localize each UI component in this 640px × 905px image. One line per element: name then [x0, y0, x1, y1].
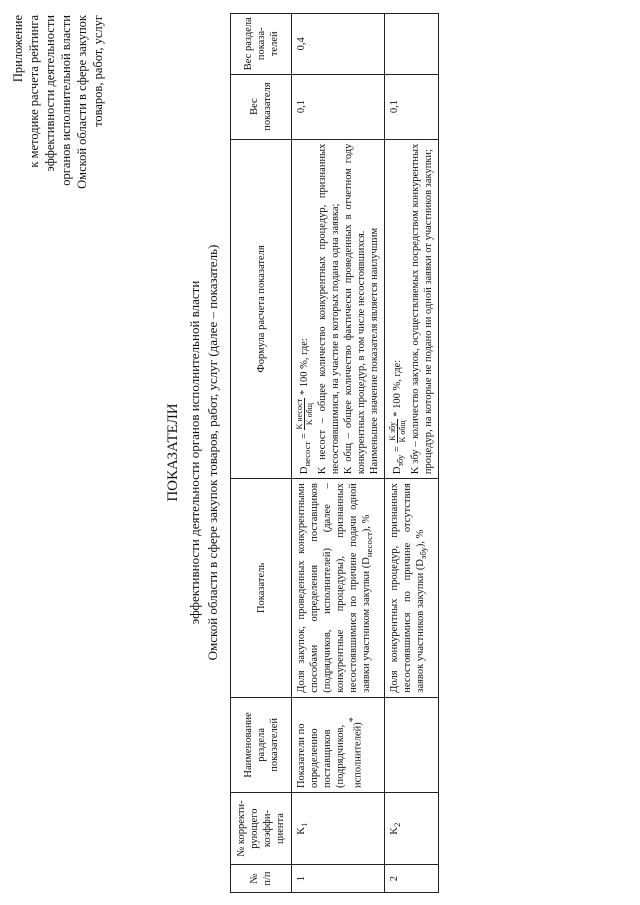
appendix-line: органов исполнительной власти: [59, 15, 73, 186]
coef-sub: 2: [392, 822, 403, 827]
formula-lhs-sub: збу: [395, 454, 405, 467]
cell-coef: [292, 793, 385, 865]
indicator-sub: несост: [364, 532, 375, 558]
formula-description: K збу – количество закупок, осуществляемых посредством конкурентных процедур, на которые не подано ни одной заявки от участников закупки;: [410, 143, 434, 475]
document-subtitle: эффективности деятельности органов исполнительной власти: [187, 280, 202, 625]
cell-weight: 0,1: [292, 74, 385, 139]
appendix-line: к методике расчета рейтинга: [27, 15, 41, 168]
fraction-denominator: K общ: [305, 403, 314, 426]
cell-weight: 0,1: [385, 74, 439, 139]
cell-indicator: [385, 479, 439, 698]
appendix-line: Приложение: [11, 15, 25, 83]
cell-section: [292, 697, 385, 792]
table-row: [292, 14, 385, 893]
cell-section-weight: 0,4: [292, 14, 385, 75]
formula-description: K общ – общее количество фактически проведенных в отчетном году конкурентных процедур, в том числе несостоявшихся.: [343, 143, 367, 475]
footnote-mark: *: [348, 717, 359, 723]
formula-rhs: * 100 %, где:: [298, 338, 310, 396]
table-row: [385, 14, 439, 893]
cell-coef: [385, 793, 439, 865]
coef-sub: 1: [299, 822, 310, 827]
header-num: № п/п: [231, 865, 292, 893]
header-section-weight: Вес раздела показа-телей: [231, 14, 292, 75]
formula-fraction: [295, 398, 314, 431]
document-subtitle-2: Омской области в сфере закупок товаров, работ, услуг (далее – показатель): [205, 244, 220, 661]
fraction-numerator: K збу: [388, 419, 398, 443]
document-title: ПОКАЗАТЕЛИ: [165, 403, 181, 502]
appendix-line: товаров, работ, услуг: [91, 15, 105, 127]
formula-description: Наименьшее значение показателя является наилучшим: [369, 227, 380, 475]
appendix-block: [10, 15, 106, 265]
indicator-text: Доля конкурентных процедур, признанных несостоявшимися по причине отсутствия заявок участников закупки (D: [389, 483, 426, 693]
section-text: Показатели по определению поставщиков (подрядчиков, исполнителей): [296, 722, 364, 789]
coef-base: K: [296, 826, 307, 835]
formula-rhs: * 100 %, где:: [391, 359, 403, 417]
header-formula: Формула расчета показателя: [231, 139, 292, 479]
formula-lhs: D: [298, 466, 310, 475]
formula-expression: $D_{збу}$ = K збу K общ * 100 %, где:: [388, 359, 407, 475]
indicator-sub: збу: [418, 547, 429, 560]
coef-base: K: [389, 826, 400, 835]
formula-description: K несост – общее количество конкурентных процедур, признанных несостоявшимися, на участие в которых подана одна заявка;: [317, 143, 341, 475]
cell-num: 2: [385, 865, 439, 893]
formula-fraction: [388, 419, 407, 443]
table-header-row: [231, 14, 292, 893]
header-coef: № корректи-рующего коэффи-циента: [231, 793, 292, 865]
cell-section-weight: [385, 14, 439, 75]
cell-num: 1: [292, 865, 385, 893]
indicator-text: Доля закупок, проведенных конкурентными способами определения поставщиков (подрядчиков, исполнителей) (далее – конкурентные процедуры), признанных несостоявшимися по причине подачи одной заявки участником закупки (D: [296, 483, 372, 693]
cell-indicator: [292, 479, 385, 698]
header-section: Наименование раздела показателей: [231, 697, 292, 792]
indicators-table: [230, 13, 439, 893]
formula-lhs-sub: несост: [302, 441, 312, 467]
indicator-tail: ), %: [361, 514, 372, 533]
header-indicator: Показатель: [231, 479, 292, 698]
header-weight: Вес показателя: [231, 74, 292, 139]
formula-lhs: D: [391, 466, 403, 475]
cell-formula: [385, 139, 439, 479]
fraction-numerator: K несост: [295, 398, 304, 430]
appendix-line: Омской области в сфере закупок: [75, 15, 89, 189]
formula-expression: $D_{несост}$ = K несост K общ * 100 %, где:: [295, 338, 314, 475]
fraction-denominator: K общ: [398, 420, 407, 443]
cell-formula: [292, 139, 385, 479]
indicator-tail: ), %: [415, 529, 426, 548]
appendix-line: эффективности деятельности: [43, 15, 57, 172]
cell-section: [385, 697, 439, 792]
